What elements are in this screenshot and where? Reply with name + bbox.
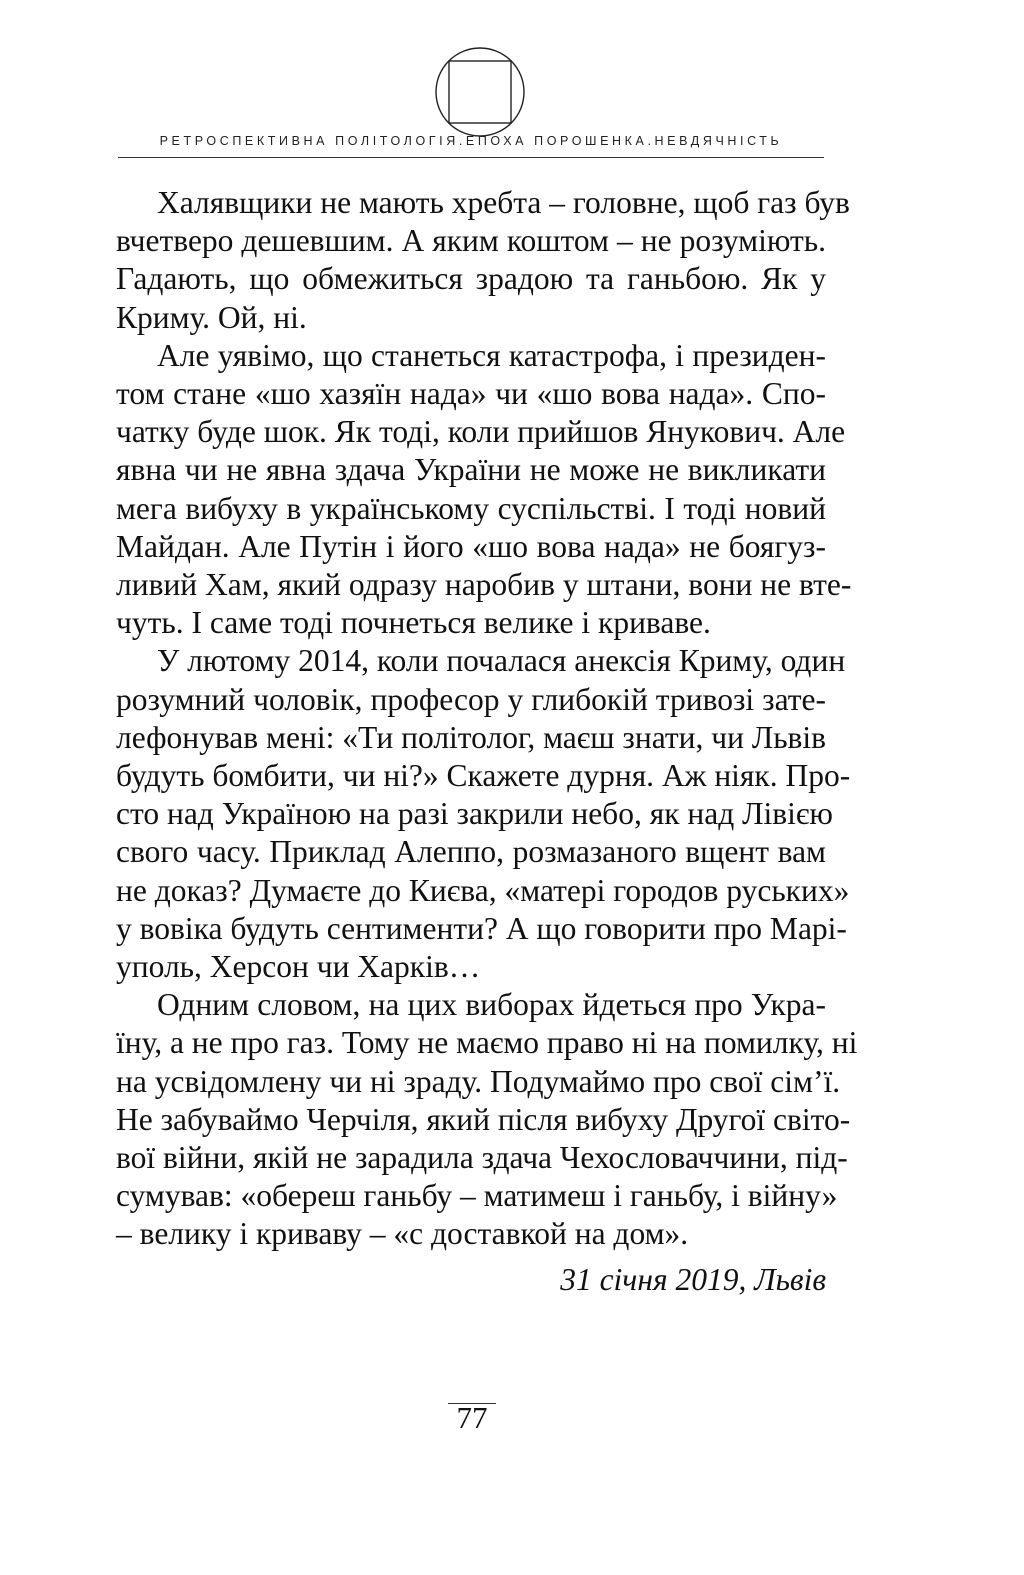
text-line: мега вибуху в українському суспільстві. І тоді новий	[116, 490, 826, 526]
text-line: вої війни, якій не зарадила здача Чехословаччини, під-	[116, 1140, 848, 1176]
page-number: 77	[456, 1400, 488, 1435]
text-line: У лютому 2014, коли почалася анексія Криму, один	[157, 643, 846, 679]
text-line: Гадають, що обмежиться зрадою та ганьбою. Як у	[116, 261, 826, 297]
text-line: Халявщики не мають хребта – головне, щоб газ був	[157, 185, 850, 220]
text-line: вчетверо дешевшим. А яким коштом – не розуміють.	[116, 223, 826, 259]
text-line: чатку буде шок. Як тоді, коли прийшов Янукович. Але	[116, 414, 846, 450]
text-line: сумував: «обереш ганьбу – матимеш і ганьбу, і війну»	[116, 1178, 838, 1214]
text-line: на усвідомлену чи ні зраду. Подумаймо про свої сім’ї.	[116, 1063, 841, 1099]
text-line: ливий Хам, який одразу наробив у штани, вони не вте-	[116, 567, 852, 603]
paragraph	[116, 986, 858, 1253]
paragraph	[116, 184, 850, 337]
text-line: не доказ? Думаєте до Києва, «матері городов руських»	[116, 872, 850, 908]
text-line: том стане «шо хазяїн нада» чи «шо вова нада». Спо-	[116, 376, 826, 412]
text-line: у вовіка будуть сентименти? А що говорити про Марі-	[116, 910, 847, 946]
header-rule	[118, 157, 824, 158]
text-line: Але уявімо, що станеться катастрофа, і президен-	[157, 337, 826, 373]
text-line: – велику і криваву – «с доставкой на дом».	[116, 1216, 689, 1252]
text-line: свого часу. Приклад Алеппо, розмазаного вщент вам	[116, 834, 826, 870]
text-line: будуть бомбити, чи ні?» Скажете дурня. Аж ніяк. Про-	[116, 758, 851, 794]
running-header: РЕТРОСПЕКТИВНА ПОЛІТОЛОГІЯ.ЕПОХА ПОРОШЕНКА.НЕВДЯЧНІСТЬ	[159, 134, 783, 148]
text-line: Одним словом, на цих виборах йдеться про Укра-	[157, 987, 826, 1023]
text-line: сто над Україною на разі закрили небо, як над Лівією	[116, 796, 833, 832]
text-line: Не забуваймо Черчіля, який після вибуху Другої світо-	[116, 1101, 851, 1137]
text-line: Майдан. Але Путін і його «шо вова нада» не боягуз-	[116, 528, 826, 564]
paragraph	[116, 337, 852, 643]
text-line: чуть. І саме тоді почнеться велике і криваве.	[116, 605, 711, 641]
text-line: явна чи не явна здача України не може не викликати	[116, 452, 826, 488]
text-line: лефонував мені: «Ти політолог, маєш знати, чи Львів	[116, 719, 827, 755]
paragraph	[116, 642, 851, 986]
circle-square-icon	[434, 46, 526, 138]
text-line: уполь, Херсон чи Харків…	[116, 949, 481, 985]
article-body	[116, 184, 858, 1254]
text-line: Криму. Ой, ні.	[116, 299, 307, 335]
signature-date: 31 січня 2019, Львів	[560, 1262, 826, 1297]
text-line: розумний чоловік, професор у глибокій тривозі зате-	[116, 681, 826, 717]
text-line: їну, а не про газ. Тому не маємо право ні на помилку, ні	[116, 1025, 858, 1061]
